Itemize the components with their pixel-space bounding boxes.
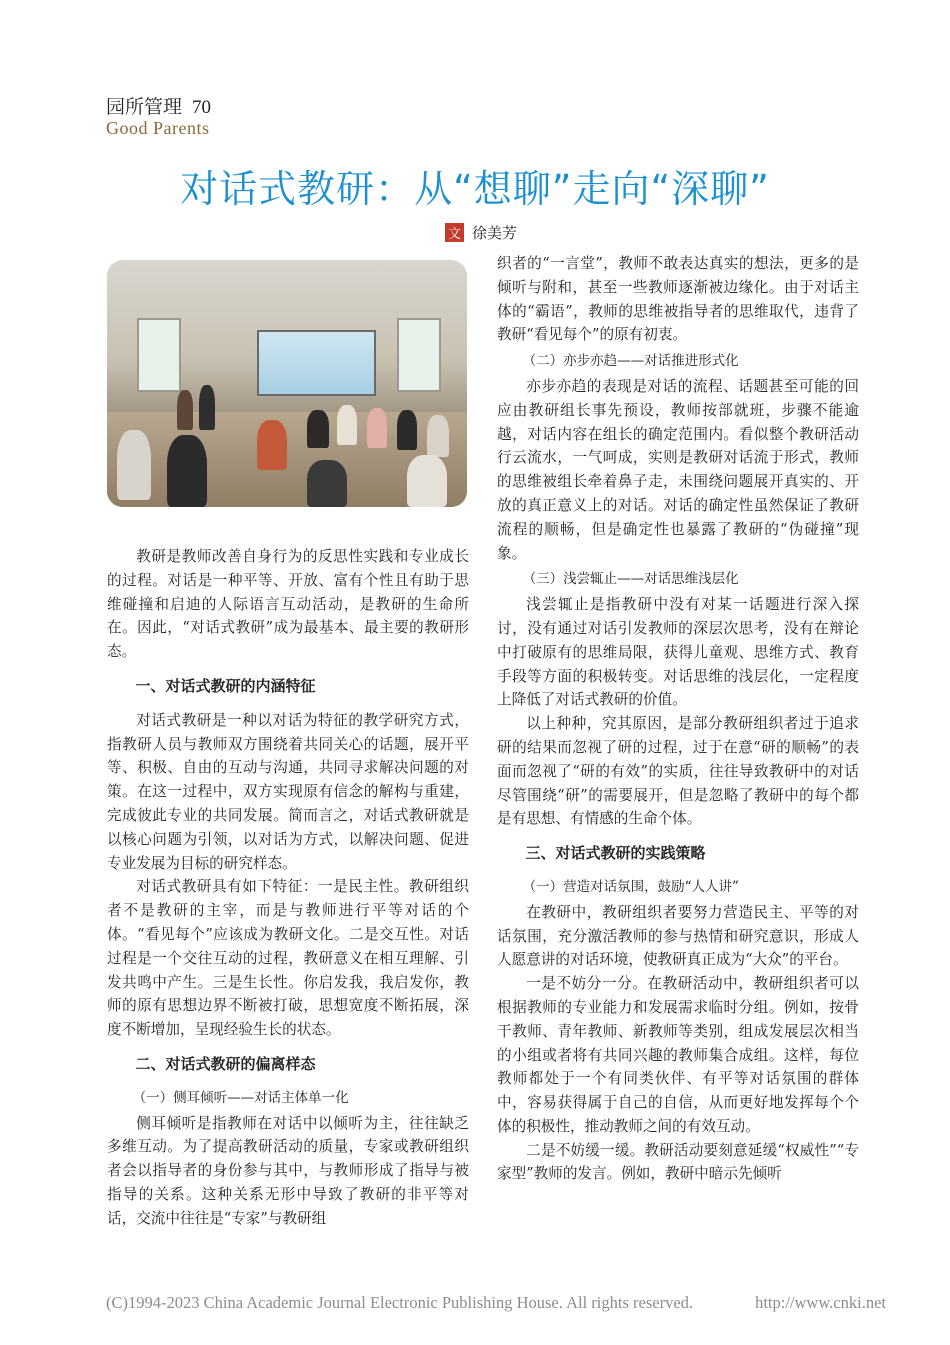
subsection-heading: （一）侧耳倾听——对话主体单一化 (132, 1089, 349, 1106)
article-photo (107, 260, 467, 507)
paragraph: 二是不妨缓一缓。教研活动要刻意延缓“权威性”“专家型”教师的发言。例如，教研中暗示先倾听 (497, 1141, 859, 1183)
photo-person (367, 408, 387, 448)
copyright-text: (C)1994-2023 China Academic Journal Electronic Publishing House. All rights reserved. (106, 1293, 694, 1312)
photo-projection-screen (257, 330, 376, 396)
section-heading-3: 三、对话式教研的实践策略 (525, 844, 706, 863)
photo-person (397, 410, 417, 450)
cnki-link[interactable]: http://www.cnki.net (755, 1293, 886, 1312)
paragraph: 一是不妨分一分。在教研活动中，教研组织者可以根据教师的专业能力和发展需求临时分组。例如，按骨干教师、青年教师、新教师等类别，组成发展层次相当的小组或者将有共同兴趣的教师集合成组。这样，每位教师都处于一个有同类伙伴、有平等对话氛围的群体中，容易获得属于自己的自信，从而更好地发挥每个个体的积极性，推动教师之间的有效互动。 (497, 975, 859, 1135)
photo-window (137, 318, 181, 392)
section-header (106, 92, 211, 119)
intro-paragraph: 教研是教师改善自身行为的反思性实践和专业成长的过程。对话是一种平等、开放、富有个性且有助于思维碰撞和启迪的人际语言互动活动，是教研的生命所在。因此，“对话式教研”成为最基本、最主要的教研形态。 (107, 548, 469, 661)
paragraph: 侧耳倾听是指教师在对话中以倾听为主，往往缺乏多维互动。为了提高教研活动的质量，专家或教研组织者会以指导者的身份参与其中，与教师形成了指导与被指导的关系。这种关系无形中导致了教研的非平等对话，交流中往往是“专家”与教研组 (107, 1114, 469, 1227)
section-heading-2: 二、对话式教研的偏离样态 (135, 1054, 316, 1073)
right-column (497, 252, 859, 1186)
paragraph: 以上种种，究其原因，是部分教研组织者过于追求研的结果而忽视了研的过程，过于在意“研的顺畅”的表面而忽视了“研的有效”的实质，往往导致教研中的对话尽管围绕“研”的需要展开，但是忽略了教研中的每个都是有思想、有情感的生命个体。 (497, 715, 859, 828)
photo-person (427, 415, 449, 457)
photo-person (257, 420, 287, 470)
paragraph: 对话式教研具有如下特征：一是民主性。教研组织者不是教研的主宰，而是与教师进行平等对话的个体。“看见每个”应该成为教研文化。二是交互性。对话过程是一个交往互动的过程，教研意义在相互理解、引发共鸣中产生。三是生长性。你启发我，我启发你，教师的原有思想边界不断被打破，思想宽度不断拓展，深度不断增加，呈现经验生长的状态。 (107, 878, 469, 1039)
photo-person (199, 385, 215, 430)
author-tag: 文 (445, 223, 464, 242)
paragraph: 浅尝辄止是指教研中没有对某一话题进行深入探讨，没有通过对话引发教师的深层次思考，没有在辩论中打破原有的思维局限，获得儿童观、思维方式、教育手段等方面的积极转变。对话思维的浅层化，一定程度上降低了对话式教研的价值。 (497, 596, 859, 709)
photo-person (307, 410, 329, 448)
paragraph: 亦步亦趋的表现是对话的流程、话题甚至可能的回应由教研组长事先预设，教师按部就班，步骤不能逾越，对话内容在组长的确定范围内。看似整个教研活动行云流水，一气呵成，实则是教研对话流于形式，教师的思维被组长牵着鼻子走，未围绕问题展开真实的、开放的真正意义上的对话。对话的确定性虽然保证了教研流程的顺畅，但是确定性也暴露了教研的“伪碰撞”现象。 (497, 377, 859, 562)
author-name: 徐美芳 (472, 224, 518, 242)
copyright-footer (106, 1293, 886, 1313)
photo-person (407, 455, 447, 507)
paragraph-continued: 织者的“一言堂”，教师不敢表达真实的想法，更多的是倾听与附和，甚至一些教师逐渐被边缘化。由于对话主体的“霸语”，教师的思维被指导者的思维取代，违背了教研“看见每个”的原有初衷。 (497, 255, 859, 344)
paragraph: 对话式教研是一种以对话为特征的教学研究方式，指教研人员与教师双方围绕着共同关心的话题，展开平等、积极、自由的互动与沟通，共同寻求解决问题的对策。在这一过程中，双方实现原有信念的解构与重建，完成彼此专业的共同发展。简而言之，对话式教研就是以核心问题为引领，以对话为方式，以解决问题、促进专业发展为目标的研究样态。 (107, 711, 469, 872)
magazine-name: Good Parents (106, 118, 210, 138)
article-title: 对话式教研：从“想聊”走向“深聊” (180, 167, 770, 211)
photo-person (117, 430, 151, 500)
photo-person (337, 405, 357, 445)
photo-person (177, 390, 193, 430)
subsection-heading: （一）营造对话氛围，鼓励“人人讲” (522, 878, 739, 895)
photo-person (167, 435, 207, 507)
section-category: 园所管理 (106, 96, 183, 118)
paragraph: 在教研中，教研组织者要努力营造民主、平等的对话氛围，充分激活教师的参与热情和研究意识，形成人人愿意讲的对话环境，使教研真正成为“大众”的平台。 (497, 903, 859, 969)
section-heading-1: 一、对话式教研的内涵特征 (135, 676, 316, 695)
photo-window (397, 318, 441, 392)
page-number: 70 (192, 97, 212, 118)
subsection-heading: （二）亦步亦趋——对话推进形式化 (522, 353, 739, 370)
photo-person (307, 460, 347, 507)
left-column (107, 545, 469, 1231)
author-line (445, 222, 517, 243)
subsection-heading: （三）浅尝辄止——对话思维浅层化 (522, 571, 739, 588)
